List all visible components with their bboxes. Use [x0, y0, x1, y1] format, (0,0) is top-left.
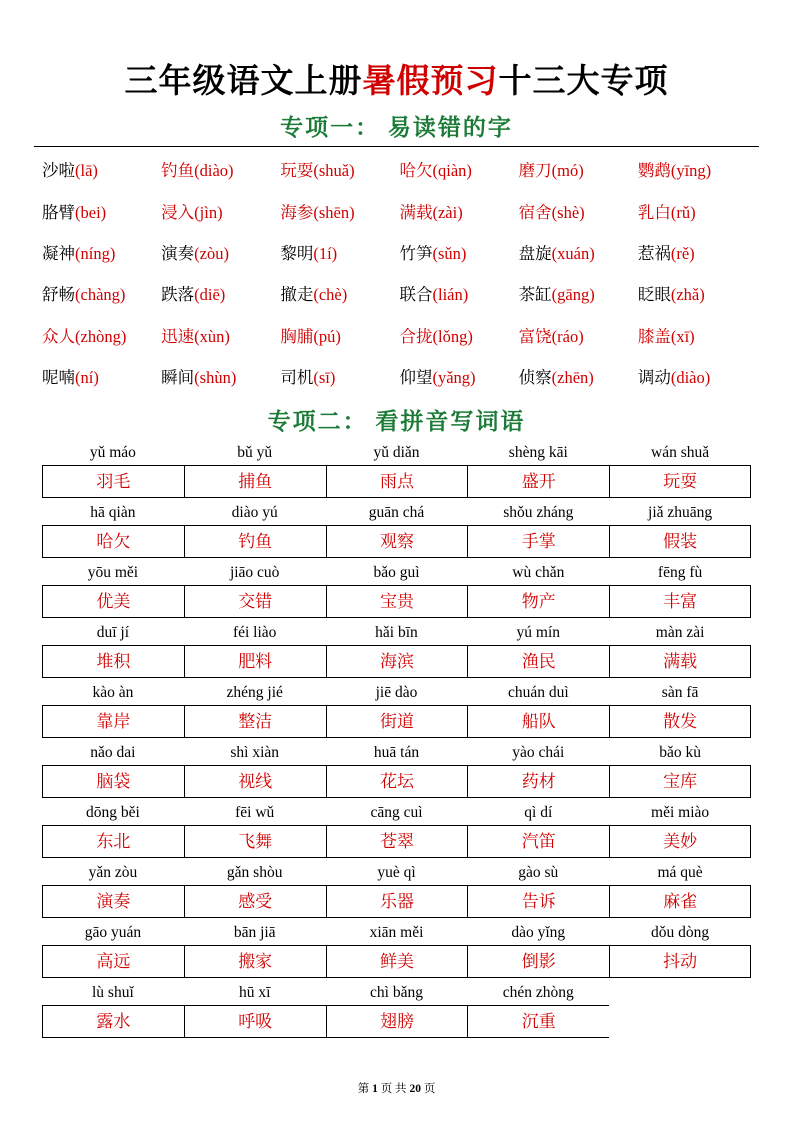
- answer-cell: 整洁: [184, 706, 326, 737]
- pinyin-cell: wán shuǎ: [651, 443, 710, 461]
- answer-row: [42, 645, 751, 678]
- pinyin-cell: yú mín: [516, 623, 561, 641]
- character-word: 侦察: [518, 367, 552, 387]
- answer-row: [42, 585, 751, 618]
- answer-cell: [609, 1005, 751, 1038]
- character-entry: [399, 362, 518, 393]
- character-entry: [399, 238, 518, 269]
- character-entry: [161, 197, 280, 228]
- pinyin-row: [42, 980, 751, 1005]
- answer-cell: 苍翠: [326, 826, 468, 857]
- character-pinyin: (chàng): [75, 285, 126, 305]
- footer-suffix: 页: [423, 1083, 436, 1095]
- section-divider: [34, 146, 759, 147]
- answer-cell: 宝库: [609, 766, 751, 797]
- character-word: 海参: [280, 202, 314, 222]
- character-pinyin: (bei): [75, 202, 107, 222]
- character-word: 演奏: [161, 243, 195, 263]
- pinyin-cell: dào yǐng: [511, 923, 566, 941]
- character-pinyin: (ráo): [551, 326, 584, 346]
- title-after: 十三大专项: [498, 64, 669, 100]
- character-word: 钓鱼: [161, 161, 195, 181]
- pinyin-cell: jiǎ zhuāng: [648, 503, 713, 521]
- character-entry: [161, 321, 280, 352]
- character-word: 盘旋: [518, 243, 552, 263]
- character-word: 撤走: [280, 285, 314, 305]
- answer-cell: 羽毛: [42, 466, 184, 497]
- pinyin-row: [42, 860, 751, 885]
- footer-prefix: 第: [357, 1083, 370, 1095]
- answer-cell: 丰富: [609, 586, 751, 617]
- character-entry: [519, 197, 638, 228]
- character-pinyin: (1í): [313, 243, 338, 263]
- pinyin-cell: chén zhòng: [502, 983, 574, 1001]
- pinyin-writing-table: [42, 440, 751, 1038]
- character-entry: [280, 197, 399, 228]
- pinyin-cell: hǎi bīn: [375, 623, 418, 641]
- character-pinyin: (lā): [75, 161, 98, 181]
- character-entry: [42, 362, 161, 393]
- character-entry: [638, 279, 757, 310]
- character-pinyin: (diào): [670, 367, 711, 387]
- character-word: 众人: [42, 326, 75, 346]
- character-word: 膝盖: [637, 326, 671, 346]
- pinyin-cell: qì dí: [524, 803, 553, 821]
- answer-cell: 沉重: [467, 1006, 609, 1037]
- character-word: 满载: [399, 202, 433, 222]
- character-entry: [280, 155, 399, 186]
- character-pinyin: (shùn): [194, 367, 237, 387]
- character-entry: [638, 155, 757, 186]
- character-pinyin: (ní): [75, 367, 99, 387]
- character-pinyin: (zhòng): [75, 326, 127, 346]
- character-word: 沙啦: [42, 161, 75, 181]
- character-entry: [161, 155, 280, 186]
- page-title: [28, 62, 765, 103]
- pinyin-cell: fēng fù: [657, 563, 703, 581]
- pinyin-cell: nǎo dai: [90, 743, 136, 761]
- character-pinyin: (yīng): [670, 161, 712, 181]
- character-word: 黎明: [280, 243, 314, 263]
- character-entry: [161, 279, 280, 310]
- character-word: 联合: [399, 285, 433, 305]
- answer-row: [42, 885, 751, 918]
- answer-row: [42, 945, 751, 978]
- character-pinyin: (rǔ): [670, 202, 696, 222]
- pinyin-cell: zhéng jié: [226, 683, 283, 701]
- answer-cell: 哈欠: [42, 526, 184, 557]
- answer-row: [42, 705, 751, 738]
- answer-cell: 抖动: [609, 946, 751, 977]
- pinyin-row: [42, 500, 751, 525]
- easily-misread-characters-grid: [42, 155, 757, 393]
- character-pinyin: (rě): [670, 243, 695, 263]
- pinyin-cell: bān jiā: [233, 923, 276, 941]
- character-word: 舒畅: [42, 285, 75, 305]
- character-word: 宿舍: [518, 202, 552, 222]
- answer-row: [42, 825, 751, 858]
- answer-row: [42, 765, 751, 798]
- character-pinyin: (xī): [670, 326, 695, 346]
- answer-cell: 呼吸: [184, 1006, 326, 1037]
- character-entry: [280, 238, 399, 269]
- pinyin-cell: féi liào: [232, 623, 277, 641]
- pinyin-cell: màn zài: [655, 623, 705, 641]
- pinyin-cell: xiān měi: [369, 923, 424, 941]
- character-entry: [42, 279, 161, 310]
- pinyin-cell: guān chá: [368, 503, 425, 521]
- answer-cell: 散发: [609, 706, 751, 737]
- character-entry: [519, 279, 638, 310]
- answer-cell: 假装: [609, 526, 751, 557]
- character-pinyin: (shè): [551, 202, 585, 222]
- character-pinyin: (níng): [75, 243, 116, 263]
- pinyin-row: [42, 920, 751, 945]
- pinyin-row: [42, 440, 751, 465]
- character-pinyin: (gāng): [551, 285, 595, 305]
- pinyin-cell: jiāo cuò: [229, 563, 280, 581]
- answer-cell: 堆积: [42, 646, 184, 677]
- answer-cell: 汽笛: [467, 826, 609, 857]
- pinyin-cell: gāo yuán: [84, 923, 142, 941]
- answer-cell: 美妙: [609, 826, 751, 857]
- answer-cell: 物产: [467, 586, 609, 617]
- character-word: 磨刀: [518, 161, 552, 181]
- footer-middle: 页 共: [380, 1083, 407, 1095]
- pinyin-cell: yǔ máo: [89, 443, 136, 461]
- pinyin-cell: yǔ diǎn: [373, 443, 420, 461]
- section-heading-1: 专项一： 易读错的字: [280, 115, 513, 141]
- character-pinyin: (shēn): [313, 202, 355, 222]
- character-pinyin: (qiàn): [432, 161, 472, 181]
- pinyin-row: [42, 560, 751, 585]
- answer-cell: 飞舞: [184, 826, 326, 857]
- footer-total-pages: 20: [409, 1083, 421, 1095]
- pinyin-cell: má què: [657, 863, 703, 881]
- answer-cell: 倒影: [467, 946, 609, 977]
- pinyin-cell: měi miào: [651, 803, 710, 821]
- character-word: 惹祸: [637, 243, 671, 263]
- character-entry: [638, 362, 757, 393]
- character-word: 玩耍: [280, 161, 314, 181]
- answer-cell: 感受: [184, 886, 326, 917]
- pinyin-cell: dǒu dòng: [651, 923, 710, 941]
- character-entry: [399, 197, 518, 228]
- answer-cell: 药材: [467, 766, 609, 797]
- title-before: 三年级语文上册: [124, 64, 363, 100]
- character-entry: [399, 279, 518, 310]
- character-pinyin: (lǒng): [432, 326, 473, 346]
- answer-cell: 满载: [609, 646, 751, 677]
- section-heading-2: 专项二： 看拼音写词语: [267, 409, 526, 435]
- pinyin-cell: bǎo guì: [373, 563, 420, 581]
- pinyin-cell: gǎn shòu: [226, 863, 283, 881]
- character-word: 跌落: [161, 285, 195, 305]
- pinyin-row: [42, 680, 751, 705]
- answer-cell: 海滨: [326, 646, 468, 677]
- pinyin-cell: wù chǎn: [512, 563, 565, 581]
- character-pinyin: (xuán): [551, 243, 595, 263]
- pinyin-cell: kào àn: [92, 683, 134, 701]
- character-pinyin: (diē): [194, 285, 226, 305]
- answer-cell: 盛开: [467, 466, 609, 497]
- character-word: 鹦鹉: [637, 161, 671, 181]
- character-pinyin: (sī): [313, 367, 336, 387]
- answer-cell: 街道: [326, 706, 468, 737]
- character-word: 调动: [637, 367, 671, 387]
- pinyin-cell: jiē dào: [375, 683, 418, 701]
- character-pinyin: (jìn): [194, 202, 223, 222]
- character-word: 迅速: [161, 326, 195, 346]
- answer-cell: 肥料: [184, 646, 326, 677]
- character-pinyin: (sǔn): [432, 243, 467, 263]
- answer-cell: 乐器: [326, 886, 468, 917]
- character-word: 仰望: [399, 367, 433, 387]
- pinyin-cell: dōng běi: [85, 803, 140, 821]
- answer-cell: 鲜美: [326, 946, 468, 977]
- character-word: 胳臂: [42, 202, 75, 222]
- character-pinyin: (yǎng): [432, 367, 476, 387]
- character-word: 呢喃: [42, 367, 75, 387]
- pinyin-cell: yào chái: [512, 743, 565, 761]
- character-word: 瞬间: [161, 367, 195, 387]
- answer-cell: 视线: [184, 766, 326, 797]
- answer-cell: 花坛: [326, 766, 468, 797]
- answer-cell: 优美: [42, 586, 184, 617]
- character-entry: [399, 155, 518, 186]
- character-entry: [161, 362, 280, 393]
- answer-cell: 露水: [42, 1006, 184, 1037]
- answer-cell: 搬家: [184, 946, 326, 977]
- character-entry: [519, 362, 638, 393]
- character-entry: [519, 155, 638, 186]
- pinyin-cell: yǎn zòu: [88, 863, 138, 881]
- character-entry: [519, 238, 638, 269]
- answer-cell: 靠岸: [42, 706, 184, 737]
- answer-row: [42, 465, 751, 498]
- answer-cell: 船队: [467, 706, 609, 737]
- character-pinyin: (zài): [432, 202, 463, 222]
- pinyin-cell: hā qiàn: [90, 503, 136, 521]
- pinyin-cell: bǔ yǔ: [237, 443, 273, 461]
- character-entry: [638, 238, 757, 269]
- page-footer: [0, 1080, 793, 1096]
- answer-cell: 高远: [42, 946, 184, 977]
- pinyin-cell: diào yú: [231, 503, 278, 521]
- character-entry: [638, 321, 757, 352]
- answer-cell: 宝贵: [326, 586, 468, 617]
- character-pinyin: (lián): [432, 285, 469, 305]
- character-word: 眨眼: [637, 285, 671, 305]
- answer-cell: 雨点: [326, 466, 468, 497]
- answer-cell: 交错: [184, 586, 326, 617]
- pinyin-cell: gào sù: [518, 863, 559, 881]
- answer-row: [42, 525, 751, 558]
- character-word: 胸脯: [280, 326, 314, 346]
- character-pinyin: (mó): [551, 161, 584, 181]
- pinyin-cell: cāng cuì: [370, 803, 423, 821]
- character-pinyin: (zòu): [194, 243, 229, 263]
- character-pinyin: (diào): [194, 161, 234, 181]
- character-pinyin: (xùn): [194, 326, 230, 346]
- title-highlight: 暑假预习: [362, 64, 499, 100]
- character-entry: [519, 321, 638, 352]
- answer-cell: 渔民: [467, 646, 609, 677]
- character-word: 乳白: [637, 202, 671, 222]
- answer-row: [42, 1005, 751, 1038]
- character-pinyin: (pú): [313, 326, 341, 346]
- answer-cell: 手掌: [467, 526, 609, 557]
- pinyin-cell: shì xiàn: [230, 743, 280, 761]
- character-entry: [42, 155, 161, 186]
- pinyin-row: [42, 740, 751, 765]
- pinyin-row: [42, 800, 751, 825]
- character-entry: [638, 197, 757, 228]
- character-entry: [280, 321, 399, 352]
- pinyin-cell: fēi wǔ: [235, 803, 275, 821]
- character-pinyin: (zhǎ): [670, 285, 705, 305]
- pinyin-cell: yōu měi: [87, 563, 139, 581]
- character-word: 哈欠: [399, 161, 433, 181]
- answer-cell: 演奏: [42, 886, 184, 917]
- character-entry: [399, 321, 518, 352]
- character-word: 富饶: [518, 326, 552, 346]
- character-word: 浸入: [161, 202, 195, 222]
- character-word: 司机: [280, 367, 314, 387]
- pinyin-cell: bǎo kù: [659, 743, 701, 761]
- character-word: 合拢: [399, 326, 433, 346]
- answer-cell: 麻雀: [609, 886, 751, 917]
- character-entry: [280, 362, 399, 393]
- footer-page-number: 1: [372, 1083, 378, 1095]
- character-entry: [42, 321, 161, 352]
- answer-cell: 玩耍: [609, 466, 751, 497]
- answer-cell: 捕鱼: [184, 466, 326, 497]
- answer-cell: 脑袋: [42, 766, 184, 797]
- character-entry: [42, 197, 161, 228]
- character-pinyin: (zhēn): [551, 367, 594, 387]
- pinyin-cell: huā tán: [373, 743, 420, 761]
- character-word: 竹笋: [399, 243, 433, 263]
- pinyin-cell: chuán duì: [507, 683, 569, 701]
- pinyin-cell: hū xī: [238, 983, 271, 1001]
- answer-cell: 东北: [42, 826, 184, 857]
- answer-cell: 翅膀: [326, 1006, 468, 1037]
- pinyin-cell: sàn fā: [661, 683, 699, 701]
- character-entry: [42, 238, 161, 269]
- pinyin-cell: yuè qì: [377, 863, 416, 881]
- character-pinyin: (shuǎ): [313, 161, 355, 181]
- character-entry: [161, 238, 280, 269]
- character-word: 茶缸: [518, 285, 552, 305]
- pinyin-cell: lù shuǐ: [92, 983, 134, 1001]
- character-entry: [280, 279, 399, 310]
- pinyin-row: [42, 620, 751, 645]
- pinyin-cell: shǒu zháng: [503, 503, 574, 521]
- pinyin-cell: duī jí: [96, 623, 130, 641]
- answer-cell: 观察: [326, 526, 468, 557]
- pinyin-cell: shèng kāi: [508, 443, 568, 461]
- answer-cell: 告诉: [467, 886, 609, 917]
- character-pinyin: (chè): [313, 285, 348, 305]
- character-word: 凝神: [42, 243, 75, 263]
- answer-cell: 钓鱼: [184, 526, 326, 557]
- pinyin-cell: chì bǎng: [370, 983, 423, 1001]
